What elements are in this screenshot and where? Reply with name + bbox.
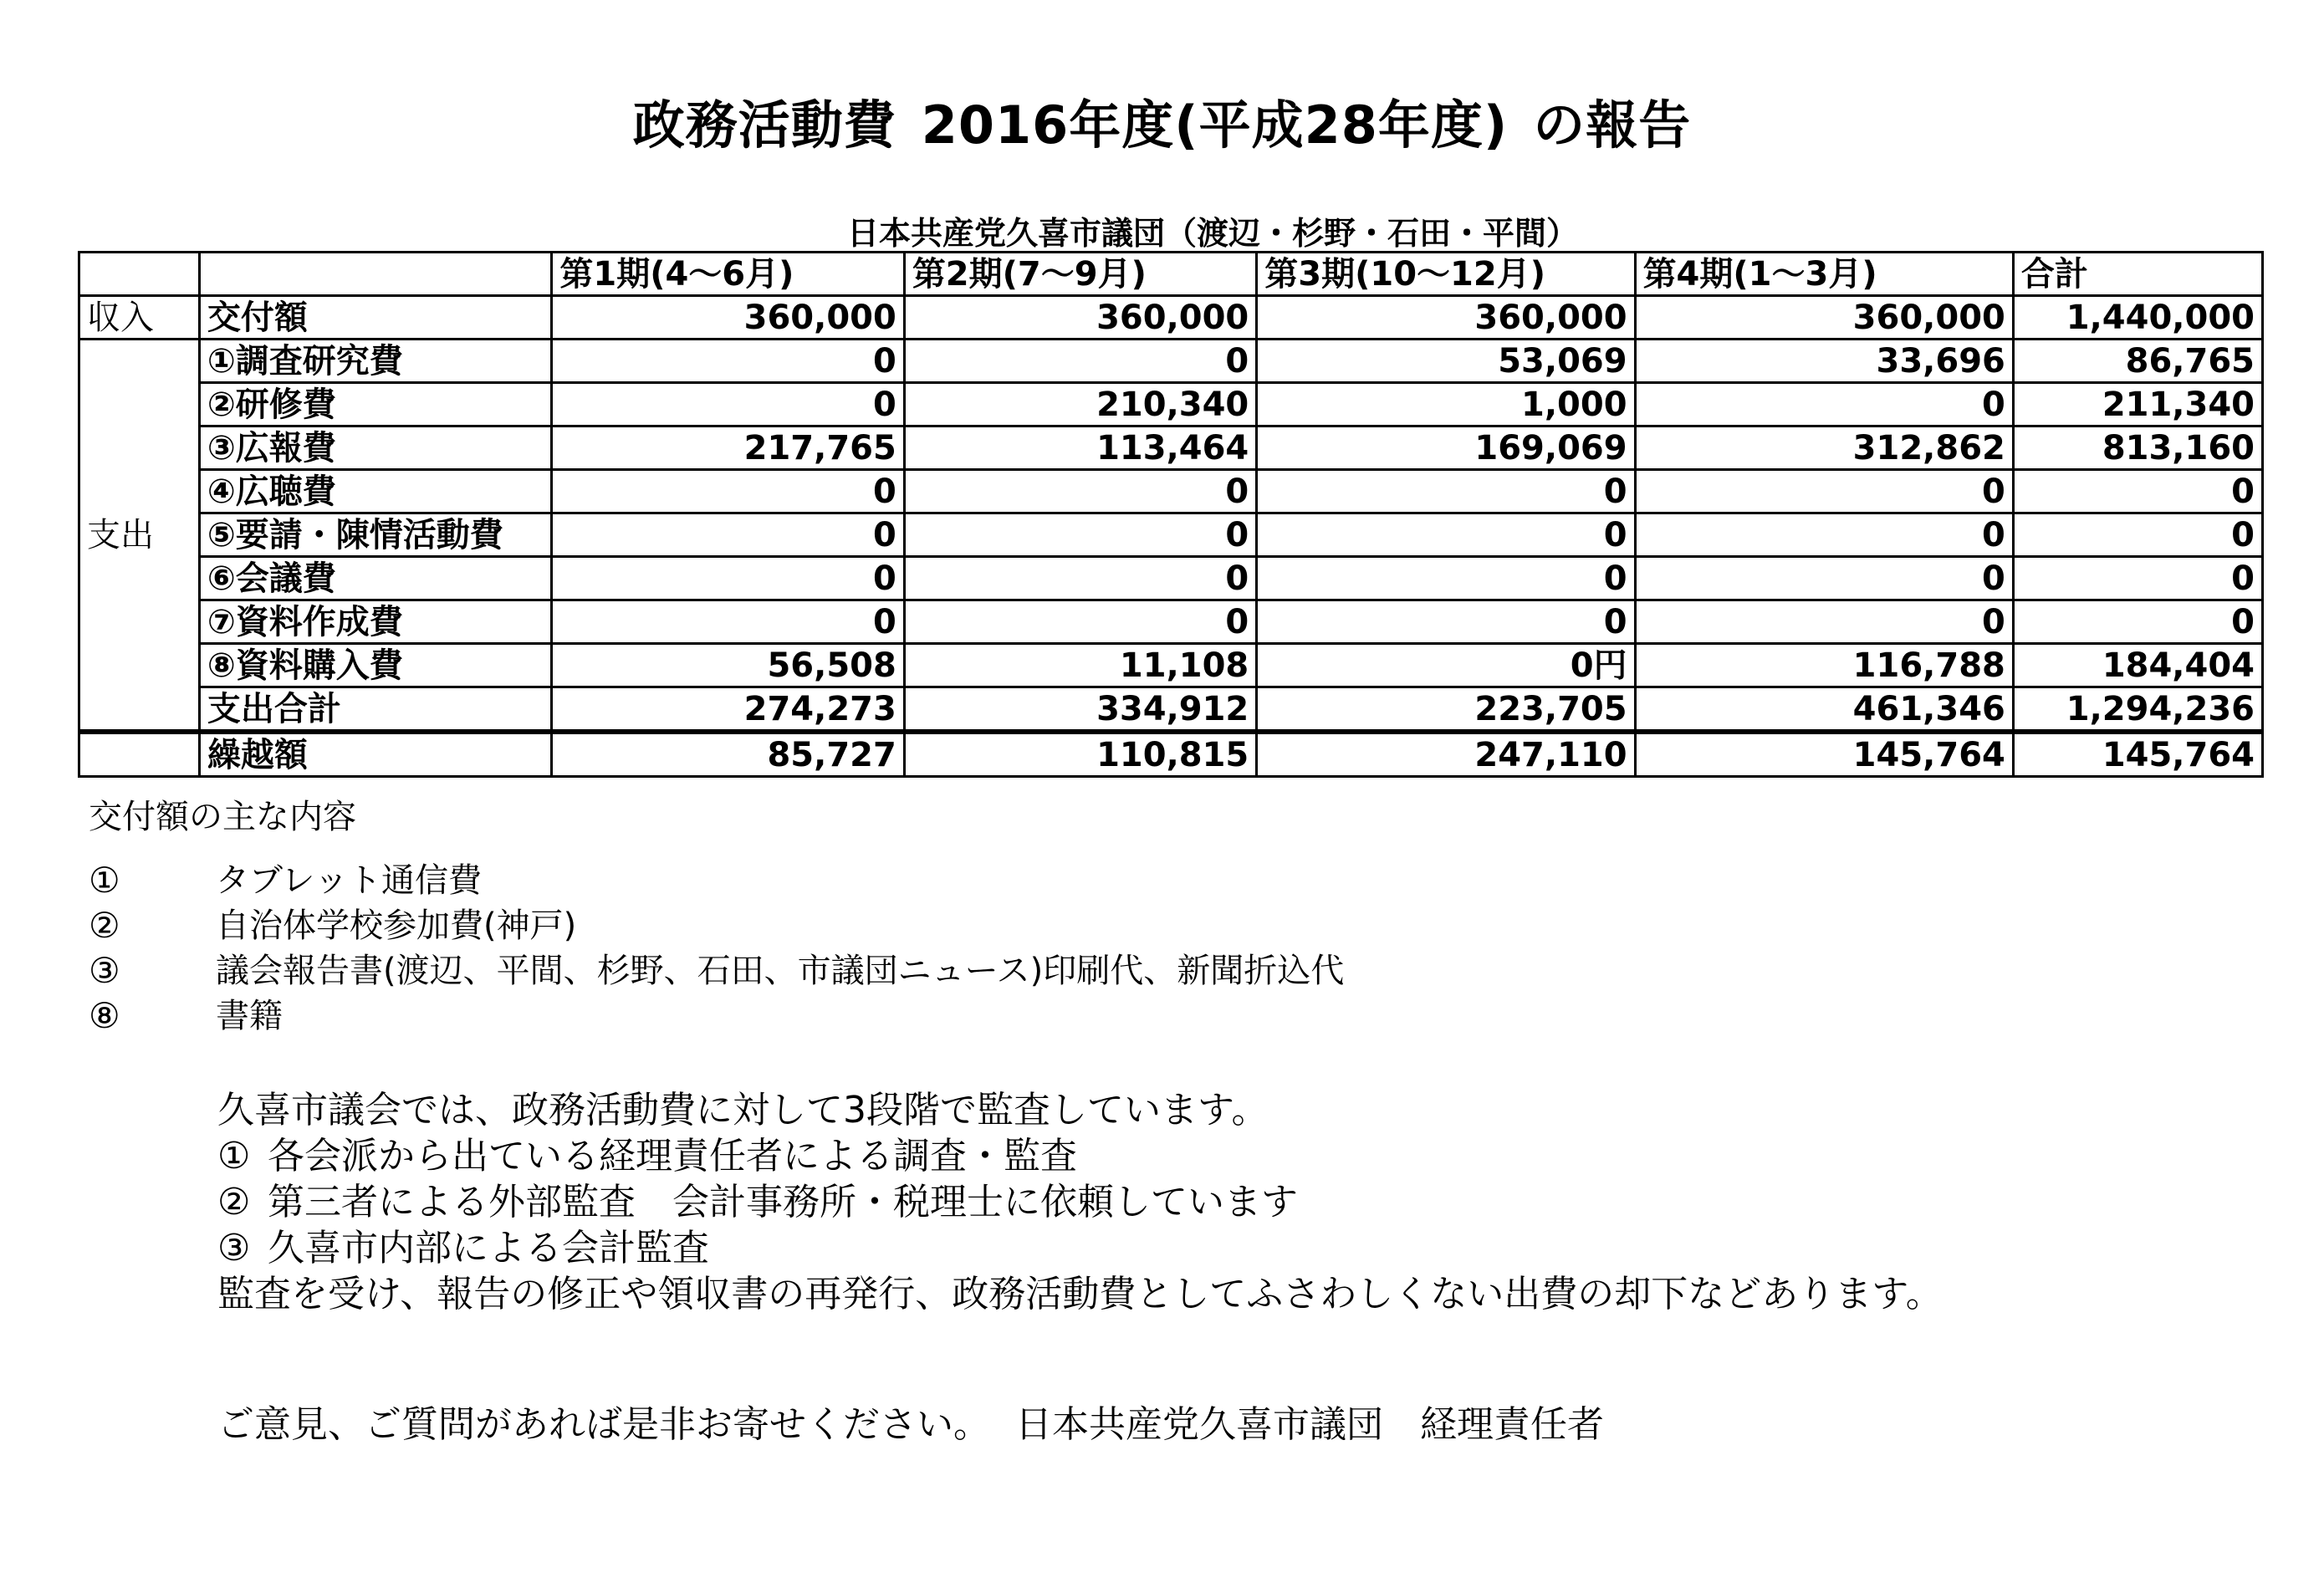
expense-value: 217,765 [552, 426, 904, 470]
carryover-label: 繰越額 [199, 732, 551, 777]
table-row [79, 383, 2263, 426]
expense-total: 86,765 [2013, 340, 2262, 383]
audit-text: 久喜市内部による会計監査 [268, 1227, 709, 1269]
expense-value: 0 [1257, 513, 1635, 557]
expense-label: ⑧資料購入費 [199, 644, 551, 687]
expense-value: 0 [904, 600, 1256, 644]
expense-value: 312,862 [1635, 426, 2013, 470]
expense-value: 0 [904, 470, 1256, 513]
expense-value: 0 [552, 470, 904, 513]
expense-value: 53,069 [1257, 340, 1635, 383]
expense-value: 0 [904, 513, 1256, 557]
note-text: 書籍 [216, 997, 283, 1035]
expense-label: ⑦資料作成費 [199, 600, 551, 644]
audit-mark: ① [217, 1135, 251, 1177]
audit-result: 監査を受け、報告の修正や領収書の再発行、政務活動費としてふさわしくない出費の却下などあります。 [217, 1273, 1943, 1315]
expense-label: ⑥会議費 [199, 557, 551, 600]
note-text: 自治体学校参加費(神戸) [216, 907, 577, 945]
carryover-total: 145,764 [2013, 732, 2262, 777]
table-row [79, 340, 2263, 383]
expense-value: 0 [1635, 470, 2013, 513]
audit-item [217, 1179, 1943, 1225]
carryover-q3: 247,110 [1257, 732, 1635, 777]
table-row [79, 513, 2263, 557]
report-subtitle: 日本共産党久喜市議団（渡辺・杉野・石田・平間） [846, 215, 1578, 252]
expense-value: 0 [552, 513, 904, 557]
expense-value: 0 [552, 340, 904, 383]
expense-label: ②研修費 [199, 383, 551, 426]
audit-section [217, 1087, 1943, 1317]
audit-mark: ③ [217, 1227, 251, 1269]
audit-text: 第三者による外部監査 会計事務所・税理士に依頼しています [268, 1181, 1298, 1223]
title-main: 政務活動費 [632, 94, 896, 156]
expense-value: 0 [1635, 383, 2013, 426]
income-category: 収入 [79, 296, 200, 340]
expense-value: 0 [1635, 557, 2013, 600]
carryover-q2: 110,815 [904, 732, 1256, 777]
expense-category: 支出 [79, 340, 200, 733]
expense-value: 0 [904, 340, 1256, 383]
income-q4: 360,000 [1635, 296, 2013, 340]
expense-total: 184,404 [2013, 644, 2262, 687]
expense-label: ④広聴費 [199, 470, 551, 513]
expense-total: 0 [2013, 557, 2262, 600]
expense-value: 116,788 [1635, 644, 2013, 687]
expense-grand-total: 1,294,236 [2013, 687, 2262, 733]
header-total: 合計 [2013, 253, 2262, 296]
closing-line [217, 1402, 1604, 1448]
note-item [89, 948, 1344, 993]
expense-value: 113,464 [904, 426, 1256, 470]
audit-item [217, 1133, 1943, 1179]
income-label: 交付額 [199, 296, 551, 340]
table-row [79, 557, 2263, 600]
income-q2: 360,000 [904, 296, 1256, 340]
income-q1: 360,000 [552, 296, 904, 340]
expense-total: 211,340 [2013, 383, 2262, 426]
note-item [89, 903, 1344, 948]
expense-value: 0 [1257, 470, 1635, 513]
expense-value: 0 [552, 557, 904, 600]
report-title [0, 84, 2324, 158]
income-row [79, 296, 2263, 340]
header-q3: 第3期(10～12月) [1257, 253, 1635, 296]
expense-total-row [79, 687, 2263, 733]
expense-value: 0 [904, 557, 1256, 600]
note-mark: ③ [89, 950, 120, 991]
expense-total: 813,160 [2013, 426, 2262, 470]
expense-total-q2: 334,912 [904, 687, 1256, 733]
expense-total-q4: 461,346 [1635, 687, 2013, 733]
note-mark: ① [89, 860, 120, 901]
expense-total: 0 [2013, 470, 2262, 513]
note-item [89, 993, 1344, 1039]
expense-report-table [78, 251, 2264, 778]
carryover-row [79, 732, 2263, 777]
income-total: 1,440,000 [2013, 296, 2262, 340]
audit-item [217, 1225, 1943, 1271]
expense-value: 33,696 [1635, 340, 2013, 383]
table-row [79, 600, 2263, 644]
expense-total: 0 [2013, 513, 2262, 557]
note-text: タブレット通信費 [216, 861, 482, 900]
grant-notes [89, 794, 1344, 1039]
expense-total-q1: 274,273 [552, 687, 904, 733]
note-mark: ② [89, 905, 120, 946]
table-header-row [79, 253, 2263, 296]
audit-mark: ② [217, 1181, 251, 1223]
notes-heading: 交付額の主な内容 [89, 798, 356, 836]
closing-signature: 日本共産党久喜市議団 経理責任者 [1015, 1403, 1604, 1446]
expense-value: 0 [1257, 600, 1635, 644]
expense-value: 1,000 [1257, 383, 1635, 426]
table-row [79, 470, 2263, 513]
header-q2: 第2期(7～9月) [904, 253, 1256, 296]
expense-total: 0 [2013, 600, 2262, 644]
expense-total-label: 支出合計 [199, 687, 551, 733]
header-q1: 第1期(4～6月) [552, 253, 904, 296]
income-q3: 360,000 [1257, 296, 1635, 340]
expense-label: ①調査研究費 [199, 340, 551, 383]
carryover-blank [79, 732, 200, 777]
audit-text: 各会派から出ている経理責任者による調査・監査 [268, 1135, 1077, 1177]
carryover-q1: 85,727 [552, 732, 904, 777]
expense-value: 0 [1257, 557, 1635, 600]
audit-intro: 久喜市議会では、政務活動費に対して3段階で監査しています。 [217, 1089, 1269, 1131]
expense-value: 169,069 [1257, 426, 1635, 470]
carryover-q4: 145,764 [1635, 732, 2013, 777]
expense-label: ③広報費 [199, 426, 551, 470]
expense-value: 0 [552, 383, 904, 426]
expense-value: 0 [1635, 600, 2013, 644]
expense-value: 56,508 [552, 644, 904, 687]
expense-value: 210,340 [904, 383, 1256, 426]
closing-message: ご意見、ご質問があれば是非お寄せください。 [217, 1403, 990, 1446]
note-item [89, 858, 1344, 903]
table-row [79, 644, 2263, 687]
expense-total-q3: 223,705 [1257, 687, 1635, 733]
note-mark: ⑧ [89, 995, 120, 1036]
header-blank-2 [199, 253, 551, 296]
expense-value: 11,108 [904, 644, 1256, 687]
expense-value: 0円 [1257, 644, 1635, 687]
header-blank-1 [79, 253, 200, 296]
title-tail: の報告 [1533, 94, 1692, 156]
table-row [79, 426, 2263, 470]
title-period: 2016年度(平成28年度) [921, 94, 1509, 156]
expense-value: 0 [1635, 513, 2013, 557]
note-text: 議会報告書(渡辺、平間、杉野、石田、市議団ニュース)印刷代、新聞折込代 [216, 952, 1345, 990]
header-q4: 第4期(1～3月) [1635, 253, 2013, 296]
expense-value: 0 [552, 600, 904, 644]
expense-label: ⑤要請・陳情活動費 [199, 513, 551, 557]
